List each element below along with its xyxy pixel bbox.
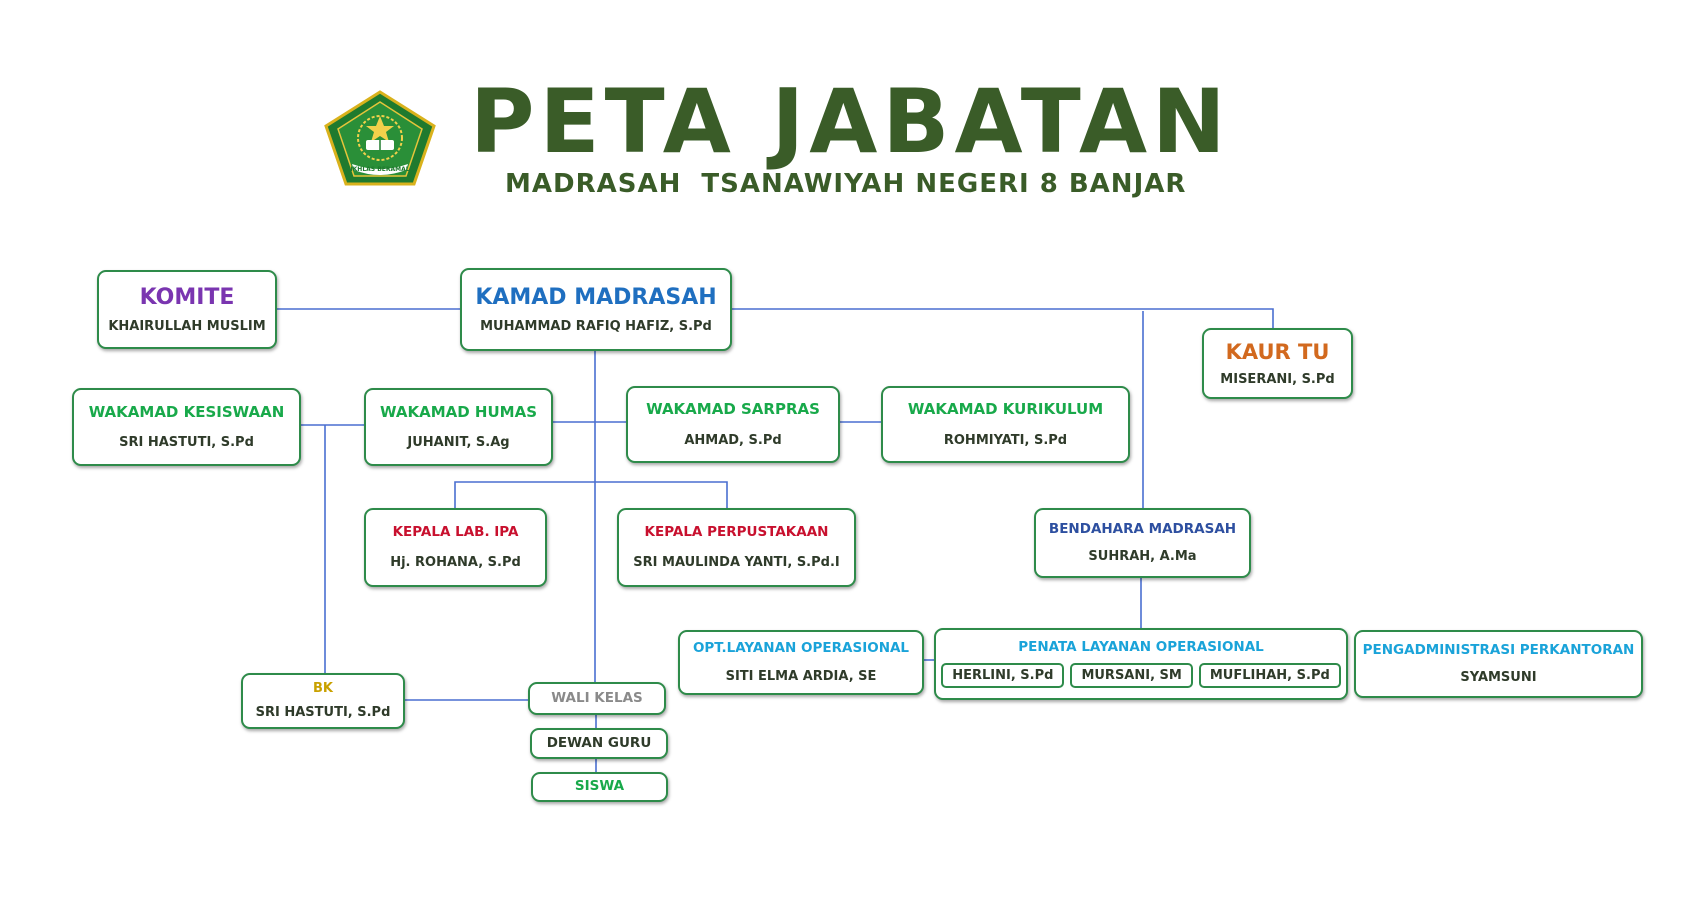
box-wakamad-sarpras bbox=[626, 386, 840, 463]
box-kepala-lab-ipa bbox=[364, 508, 547, 587]
box-title: WALI KELAS bbox=[551, 689, 643, 706]
box-dewan-guru bbox=[530, 728, 668, 759]
box-title: KAUR TU bbox=[1225, 339, 1330, 364]
box-wali-kelas bbox=[528, 682, 666, 715]
box-title: BENDAHARA MADRASAH bbox=[1048, 520, 1237, 537]
box-title: KAMAD MADRASAH bbox=[475, 284, 717, 310]
box-name: SRI MAULINDA YANTI, S.Pd.I bbox=[633, 554, 840, 570]
kemenag-emblem-icon bbox=[322, 88, 438, 188]
box-title: BK bbox=[313, 681, 333, 697]
page-title: PETA JABATAN bbox=[470, 70, 1231, 173]
box-name: MISERANI, S.Pd bbox=[1220, 372, 1335, 388]
box-title: WAKAMAD KESISWAAN bbox=[88, 402, 285, 421]
box-kaur-tu bbox=[1202, 328, 1353, 399]
box-pengadministrasi-perkantoran bbox=[1354, 630, 1643, 698]
page-subtitle: MADRASAH TSANAWIYAH NEGERI 8 BANJAR bbox=[505, 169, 1187, 199]
box-wakamad-kesiswaan bbox=[72, 388, 301, 466]
box-title: SISWA bbox=[574, 778, 625, 795]
box-wakamad-humas bbox=[364, 388, 553, 466]
box-title: WAKAMAD KURIKULUM bbox=[907, 400, 1104, 419]
box-name: JUHANIT, S.Ag bbox=[407, 435, 510, 451]
box-komite bbox=[97, 270, 277, 349]
box-name: SUHRAH, A.Ma bbox=[1088, 549, 1197, 565]
staff-mursani: MURSANI, SM bbox=[1070, 663, 1192, 688]
box-title: PENATA LAYANAN OPERASIONAL bbox=[1018, 639, 1264, 656]
box-name: SITI ELMA ARDIA, SE bbox=[725, 668, 877, 684]
box-name: SRI HASTUTI, S.Pd bbox=[255, 704, 391, 720]
line-kamad-kaur bbox=[732, 309, 1273, 328]
box-title: OPT.LAYANAN OPERASIONAL bbox=[692, 640, 910, 657]
box-penata-layanan-operasional bbox=[934, 628, 1348, 700]
box-bk bbox=[241, 673, 405, 729]
logo-motto: IKHLAS BERAMAL bbox=[350, 166, 410, 173]
penata-staff-row bbox=[941, 663, 1341, 688]
box-kamad bbox=[460, 268, 732, 351]
box-siswa bbox=[531, 772, 668, 802]
line-kepala-bracket bbox=[455, 482, 727, 508]
box-kepala-perpustakaan bbox=[617, 508, 856, 587]
box-name: ROHMIYATI, S.Pd bbox=[943, 432, 1068, 448]
box-title: KEPALA PERPUSTAKAAN bbox=[644, 524, 829, 541]
box-title: PENGADMINISTRASI PERKANTORAN bbox=[1362, 641, 1635, 658]
box-title: WAKAMAD SARPRAS bbox=[646, 400, 820, 419]
box-name: SRI HASTUTI, S.Pd bbox=[119, 435, 254, 451]
staff-muflihah: MUFLIHAH, S.Pd bbox=[1199, 663, 1341, 688]
box-title: KEPALA LAB. IPA bbox=[392, 524, 519, 541]
box-name: Hj. ROHANA, S.Pd bbox=[390, 554, 521, 570]
box-title: WAKAMAD HUMAS bbox=[380, 402, 537, 421]
box-title: DEWAN GURU bbox=[546, 734, 652, 751]
box-name: SYAMSUNI bbox=[1460, 670, 1537, 686]
box-opt-layanan-operasional bbox=[678, 630, 924, 695]
box-name: MUHAMMAD RAFIQ HAFIZ, S.Pd bbox=[480, 319, 712, 335]
box-name: KHAIRULLAH MUSLIM bbox=[108, 318, 266, 334]
box-name: AHMAD, S.Pd bbox=[684, 432, 782, 448]
box-title: KOMITE bbox=[139, 285, 235, 311]
box-bendahara-madrasah bbox=[1034, 508, 1251, 578]
staff-herlini: HERLINI, S.Pd bbox=[941, 663, 1064, 688]
box-wakamad-kurikulum bbox=[881, 386, 1130, 463]
